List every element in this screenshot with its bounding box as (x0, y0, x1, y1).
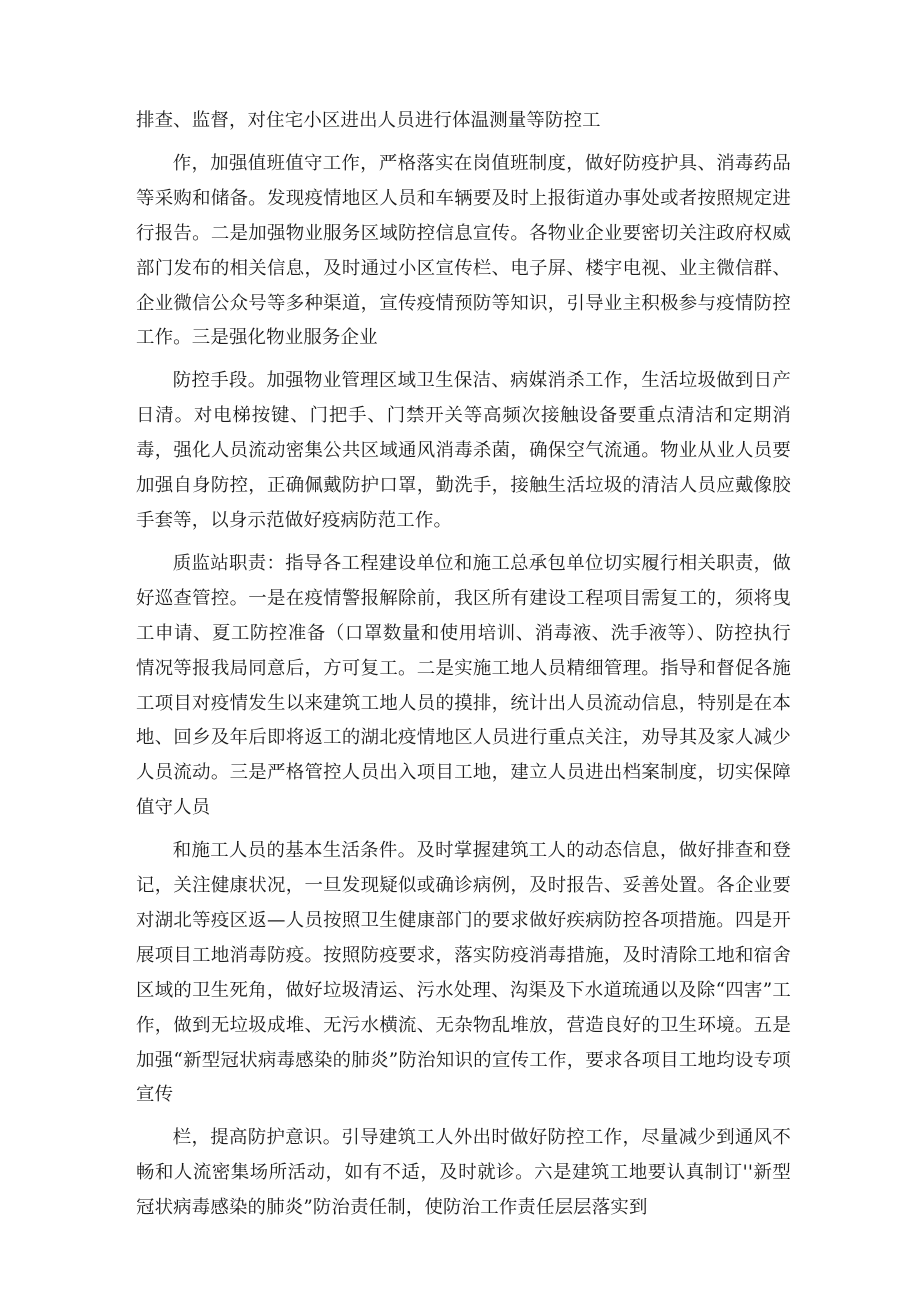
paragraph-1: 排查、监督，对住宅小区进出人员进行体温测量等防控工 (136, 110, 601, 131)
paragraph-2: 作，加强值班值守工作，严格落实在岗值班制度，做好防疫护具、消毒药品等采购和储备。发现疫情地区人员和车辆要及时上报街道办事处或者按照规定进行报告。二是加强物业服务区域防控信息宣传。各物业企业要密切关注政府权威部门发布的相关信息，及时通过小区宣传栏、电子屏、楼宇电视、业主微信群、企业微信公众号等多种渠道，宣传疫情预防等知识，引导业主积极参与疫情防控工作。三是强化物业服务企业 (136, 152, 791, 349)
document-body (136, 104, 791, 1226)
paragraph-3: 防控手段。加强物业管理区域卫生保洁、病媒消杀工作，生活垃圾做到日产日清。对电梯按键、门把手、门禁开关等高频次接触设备要重点清洁和定期消毒，强化人员流动密集公共区域通风消毒杀菌，确保空气流通。物业从业人员要加强自身防控，正确佩戴防护口罩，勤洗手，接触生活垃圾的清洁人员应戴像胶手套等，以身示范做好疫病防范工作。 (136, 370, 791, 531)
paragraph-5: 和施工人员的基本生活条件。及时掌握建筑工人的动态信息，做好排查和登记，关注健康状况，一旦发现疑似或确诊病例，及时报告、妥善处置。各企业要对湖北等疫区返—人员按照卫生健康部门的要求做好疾病防控各项措施。四是开展项目工地消毒防疫。按照防疫要求，落实防疫消毒措施，及时清除工地和宿舍区域的卫生死角，做好垃圾清运、污水处理、沟渠及下水道琉通以及除“四害”工作，做到无垃圾成堆、无污水横流、无杂物乱堆放，营造良好的卫生环境。五是加强“新型冠状病毒感染的肺炎”防治知识的宣传工作，要求各项目工地均设专项宣传 (136, 840, 791, 1106)
paragraph-4: 质监站职责：指导各工程建设单位和施工总承包单位切实履行相关职责，做好巡查管控。一是在疫情警报解除前，我区所有建设工程项目需复工的，须将曳工申请、夏工防控准备（口罩数量和使用培训、消毒液、洗手液等）、防控执行情况等报我局同意后，方可复工。二是实施工地人员精细管理。指导和督促各施工项目对疫情发生以来建筑工地人员的摸排，统计出人员流动信息，特别是在本地、回乡及年后即将返工的湖北疫情地区人员进行重点关注，劝导其及家人减少人员流动。三是严格管控人员出入项目工地，建立人员进出档案制度，切实保障值守人员 (136, 552, 791, 819)
paragraph-6: 栏，提高防护意识。引导建筑工人外出时做好防控工作，尽量减少到通风不畅和人流密集场所活动，如有不适，及时就诊。六是建筑工地要认真制订''新型冠状病毒感染的肺炎”防治责任制，使防治工作责任层层落实到 (136, 1127, 791, 1219)
